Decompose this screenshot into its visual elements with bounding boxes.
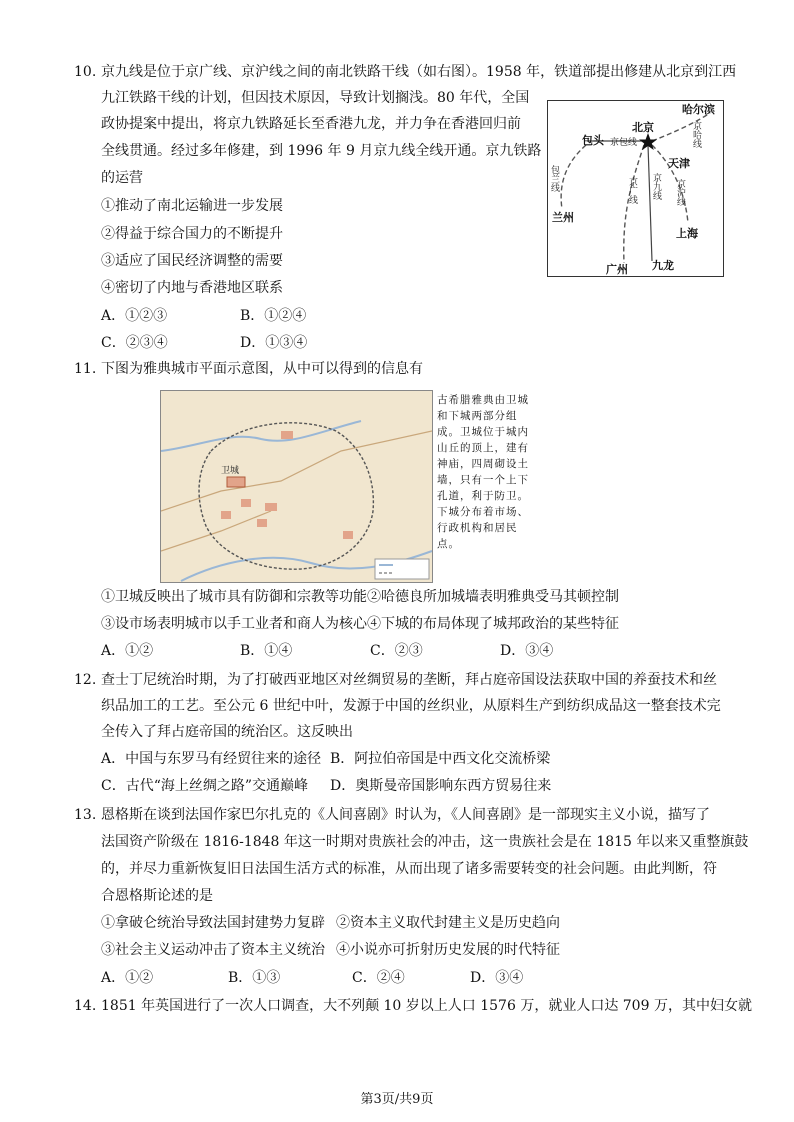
railway-map (547, 100, 724, 277)
city-label: 广州 (606, 263, 628, 276)
question-stem-line: 查士丁尼统治时期，为了打破西亚地区对丝绸贸易的垄断，拜占庭帝国设法获取中国的养蚕技术和丝 (101, 672, 717, 688)
answer-option-b[interactable]: B．①④ (240, 643, 293, 659)
building-marker (265, 503, 277, 511)
question-stem-line: 法国资产阶级在 1816-1848 年这一时期对贵族社会的冲击，这一贵族社会是在 1815 年以来又重整旗鼓 (101, 834, 749, 850)
answer-option-d[interactable]: D．③④ (470, 970, 524, 986)
map-annotation: 古希腊雅典由卫城和下城两部分组成。卫城位于城内山丘的顶上，建有神庙，四周砌设土墙，只有一个上下孔道，利于防卫。下城分布着市场、行政机构和居民点。 (437, 394, 529, 550)
page-footer: 第3页/共9页 (360, 1092, 434, 1107)
answer-option-c[interactable]: C．②③ (370, 643, 423, 659)
answer-option-c[interactable]: C．②④ (352, 970, 405, 986)
question-stem-line: 恩格斯在谈到法国作家巴尔扎克的《人间喜剧》时认为，《人间喜剧》是一部现实主义小说，描写了 (101, 807, 710, 823)
answer-option-a[interactable]: A．①②③ (101, 308, 168, 324)
answer-option-a[interactable]: A．中国与东罗马有经贸往来的途径 (101, 751, 322, 767)
statement-item: ①拿破仑统治导致法国封建势力复辟 (101, 915, 325, 931)
question-number: 12. (74, 672, 97, 688)
city-label: 上海 (676, 227, 698, 240)
question-stem-line: 京九线是位于京广线、京沪线之间的南北铁路干线（如右图）。1958 年，铁道部提出修建从北京到江西 (101, 64, 737, 80)
athens-map-figure (161, 391, 432, 582)
question-stem-line: 1851 年英国进行了一次人口调查，大不列颠 10 岁以上人口 1576 万，就业人口达 709 万，其中妇女就 (101, 998, 752, 1014)
answer-option-a[interactable]: A．①② (101, 643, 154, 659)
building-marker (257, 519, 267, 527)
jingha-line-path (652, 113, 710, 141)
question-stem-line: 的，并尽力重新恢复旧日法国生活方式的标准，从而出现了诸多需要转变的社会问题。由此判断，符 (101, 861, 717, 877)
answer-option-c[interactable]: C．②③④ (101, 335, 168, 351)
answer-option-b[interactable]: B．①②④ (240, 308, 307, 324)
railway-label: 京哈线 (691, 121, 701, 148)
question-stem-line: 织品加工的工艺。至公元 6 世纪中叶，发源于中国的丝织业，从原料生产到纺织成品这一整套技术完 (101, 698, 721, 714)
answer-option-b[interactable]: B．①③ (228, 970, 281, 986)
jingjiu-line-path (648, 145, 652, 261)
question-stem-line: 合恩格斯论述的是 (101, 888, 213, 904)
athens-city-map (160, 390, 433, 583)
answer-option-d[interactable]: D．③④ (500, 643, 554, 659)
statement-item: ②资本主义取代封建主义是历史趋向 (336, 915, 560, 931)
statement-item: ④密切了内地与香港地区联系 (101, 280, 283, 296)
question-stem-line: 九江铁路干线的计划，但因技术原因，导致计划搁浅。80 年代，全国 (101, 90, 530, 106)
railway-label: 京九线 (651, 173, 661, 200)
acropolis-marker (227, 477, 245, 487)
answer-option-a[interactable]: A．①② (101, 970, 154, 986)
railway-label: 京包线 (610, 138, 638, 148)
acropolis-label: 卫城 (221, 466, 240, 476)
building-marker (343, 531, 353, 539)
statement-item: ①推动了南北运输进一步发展 (101, 198, 283, 214)
map-legend (375, 559, 429, 579)
statement-items-line: ①卫城反映出了城市具有防御和宗教等功能②哈德良所加城墙表明雅典受马其顿控制 (101, 589, 619, 605)
statement-item: ②得益于综合国力的不断提升 (101, 226, 283, 242)
city-label: 九龙 (652, 259, 674, 272)
railway-label: 京广线 (627, 177, 637, 204)
building-marker (281, 431, 293, 439)
question-stem-line: 全线贯通。经过多年修建，到 1996 年 9 月京九线全线开通。京九铁路 (101, 143, 542, 159)
statement-item: ③社会主义运动冲击了资本主义统治 (101, 942, 325, 958)
statement-items-line: ③设市场表明城市以手工业者和商人为核心④下城的布局体现了城邦政治的某些特征 (101, 616, 619, 632)
answer-option-d[interactable]: D．奥斯曼帝国影响东西方贸易往来 (330, 778, 552, 794)
answer-option-b[interactable]: B．阿拉伯帝国是中西文化交流桥梁 (330, 751, 551, 767)
question-number: 10. (74, 64, 97, 80)
baolan-line-path (561, 145, 586, 209)
answer-option-c[interactable]: C．古代“海上丝绸之路”交通巅峰 (101, 778, 309, 794)
question-stem-line: 全传入了拜占庭帝国的统治区。这反映出 (101, 724, 353, 740)
question-number: 11. (74, 361, 97, 377)
answer-option-d[interactable]: D．①③④ (240, 335, 308, 351)
jingguang-line-path (624, 145, 644, 263)
building-marker (241, 499, 251, 507)
building-marker (221, 511, 231, 519)
statement-item: ③适应了国民经济调整的需要 (101, 253, 283, 269)
statement-item: ④小说亦可折射历史发展的时代特征 (336, 942, 560, 958)
railway-map-figure (548, 101, 723, 276)
question-stem-line: 的运营 (101, 170, 143, 186)
question-stem-line: 政协提案中提出，将京九铁路延长至香港九龙，并力争在香港回归前 (101, 116, 521, 132)
city-label: 北京 (632, 121, 654, 134)
railway-label: 京沪线 (675, 179, 685, 206)
railway-label: 包兰线 (549, 165, 559, 192)
city-label: 哈尔滨 (682, 103, 715, 116)
question-stem-line: 下图为雅典城市平面示意图，从中可以得到的信息有 (101, 361, 423, 377)
question-number: 13. (74, 807, 97, 823)
city-label: 包头 (582, 134, 604, 147)
city-label: 天津 (668, 157, 690, 170)
question-number: 14. (74, 998, 97, 1014)
city-label: 兰州 (552, 211, 574, 224)
